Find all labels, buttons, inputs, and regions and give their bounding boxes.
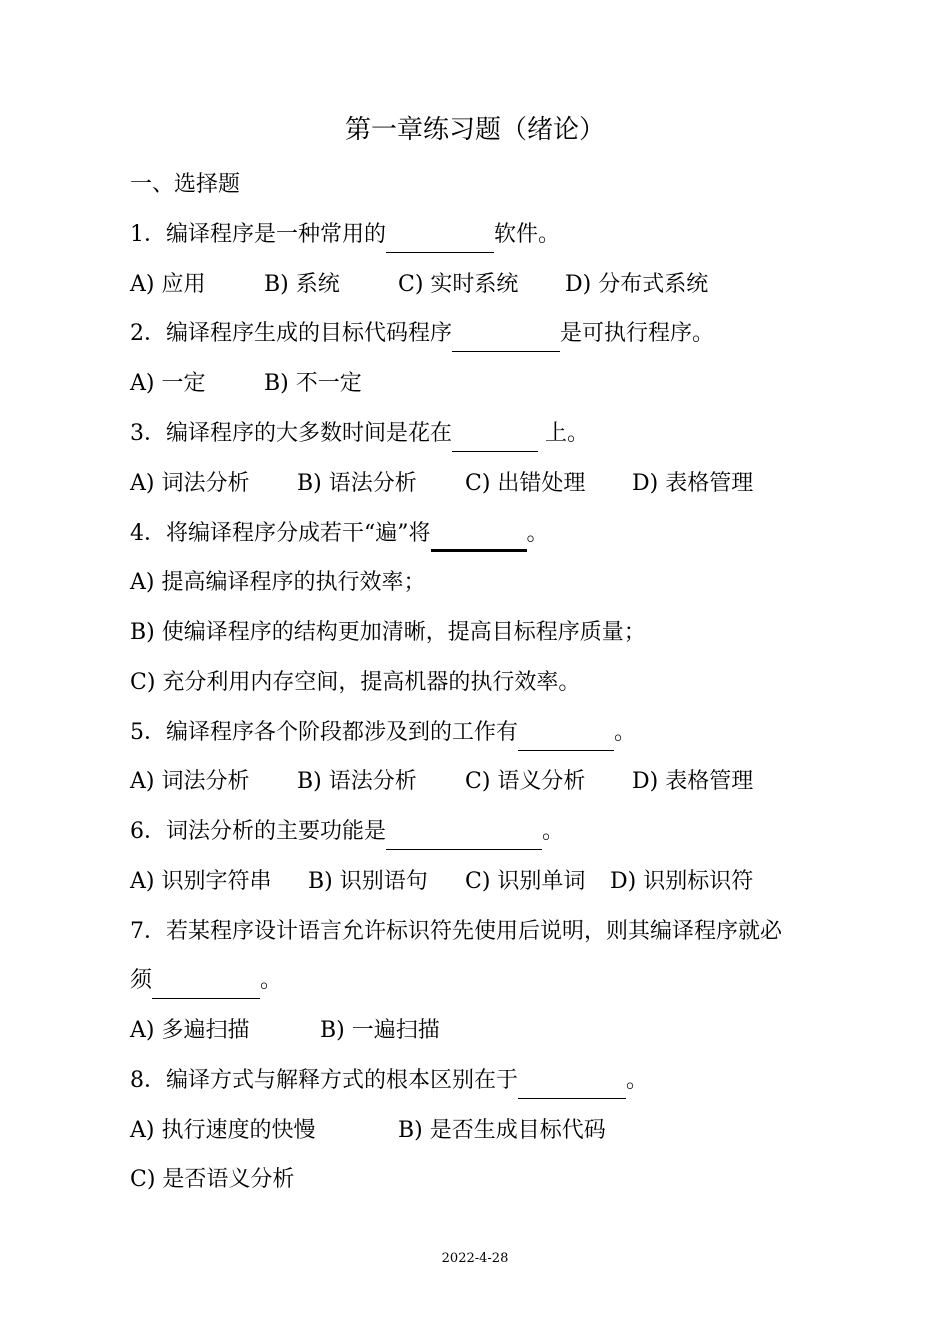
option-d: D) 分布式系统 — [565, 272, 709, 297]
question-2 — [130, 316, 714, 352]
question-text-end: 。 — [260, 968, 283, 993]
answer-blank — [518, 720, 614, 751]
option-c: C) 识别单词 — [465, 869, 586, 894]
question-text: 3．编译程序的大多数时间是花在 — [130, 421, 452, 446]
option-b: B) 系统 — [264, 272, 340, 297]
page-title: 第一章练习题（绪论） — [344, 115, 605, 145]
option-c: C) 出错处理 — [465, 471, 586, 496]
option-b: B) 一遍扫描 — [320, 1018, 440, 1043]
question-text: 须 — [130, 968, 153, 993]
answer-blank — [386, 222, 494, 253]
page-footer-date: 2022-4-28 — [441, 1251, 509, 1266]
option-c: C) 语义分析 — [465, 769, 586, 794]
option-b: B) 语法分析 — [297, 769, 417, 794]
question-text: 8．编译方式与解释方式的根本区别在于 — [130, 1068, 518, 1093]
option-d: D) 表格管理 — [632, 769, 754, 794]
option-d: D) 识别标识符 — [610, 869, 754, 894]
question-text-end: 。 — [526, 521, 549, 546]
option-a: A) 识别字符串 — [130, 869, 272, 894]
option-b: B) 不一定 — [264, 371, 362, 396]
question-text-end: 上。 — [538, 421, 589, 446]
question-8 — [130, 1063, 648, 1099]
option-b: B) 使编译程序的结构更加清晰，提高目标程序质量； — [130, 620, 646, 645]
question-text-end: 。 — [626, 1068, 649, 1093]
section-heading: 一、选择题 — [130, 172, 241, 197]
question-text: 2．编译程序生成的目标代码程序 — [130, 321, 452, 346]
question-text-end: 。 — [614, 720, 637, 745]
option-a: A) 执行速度的快慢 — [130, 1118, 316, 1143]
option-b: B) 是否生成目标代码 — [398, 1118, 606, 1143]
question-text: 5．编译程序各个阶段都涉及到的工作有 — [130, 720, 518, 745]
answer-blank — [431, 519, 527, 552]
question-7-continued — [130, 963, 282, 999]
option-d: D) 表格管理 — [632, 471, 754, 496]
question-7: 7．若某程序设计语言允许标识符先使用后说明，则其编译程序就必 — [130, 919, 782, 944]
question-text: 6．词法分析的主要功能是 — [130, 819, 386, 844]
option-a: A) 一定 — [130, 371, 206, 396]
option-a: A) 词法分析 — [130, 769, 250, 794]
question-3 — [130, 416, 589, 452]
option-a: A) 应用 — [130, 272, 206, 297]
answer-blank — [152, 968, 260, 999]
answer-blank — [386, 819, 542, 850]
question-text-end: 是可执行程序。 — [560, 321, 715, 346]
option-a: A) 词法分析 — [130, 471, 250, 496]
question-4 — [130, 516, 549, 552]
option-c: C) 是否语义分析 — [130, 1167, 295, 1192]
answer-blank — [452, 321, 560, 352]
answer-blank — [518, 1068, 626, 1099]
answer-blank — [452, 421, 538, 452]
option-c: C) 实时系统 — [398, 272, 519, 297]
option-c: C) 充分利用内存空间，提高机器的执行效率。 — [130, 670, 581, 695]
question-5 — [130, 715, 636, 751]
option-b: B) 识别语句 — [308, 869, 428, 894]
option-b: B) 语法分析 — [297, 471, 417, 496]
question-text-end: 软件。 — [494, 222, 561, 247]
option-a: A) 多遍扫描 — [130, 1018, 250, 1043]
question-1 — [130, 217, 560, 253]
question-text: 4．将编译程序分成若干“遍”将 — [130, 521, 431, 546]
question-text-end: 。 — [542, 819, 565, 844]
question-text: 1．编译程序是一种常用的 — [130, 222, 386, 247]
question-6 — [130, 814, 564, 850]
option-a: A) 提高编译程序的执行效率； — [130, 570, 426, 595]
